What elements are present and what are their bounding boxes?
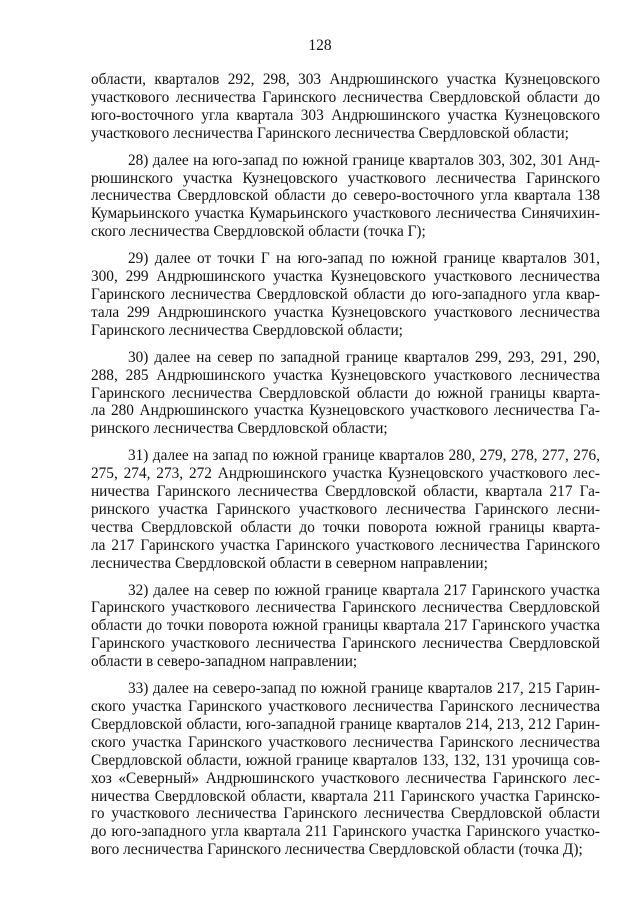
document-body [91,71,600,868]
paragraph-item-29 [91,250,600,340]
text-line: ринского участка Гаринского участкового лесничества Гаринского лесни- [91,500,600,518]
text-line: ничества Свердловской области, квартала 211 Гаринского участка Гаринско- [91,787,600,805]
text-line: 30) далее на север по западной границе кварталов 299, 293, 291, 290, [128,348,600,366]
text-line: области в северо-западном направлении; [91,653,358,671]
paragraph-item-31 [91,447,600,572]
text-line: ского участка Гаринского участкового лесничества Гаринского лесничества [91,698,600,715]
text-line: вого лесничества Гаринского лесничества Свердловской области (точка Д); [91,841,583,859]
text-line: ла 280 Андрюшинского участка Кузнецовского участкового лесничества Га- [91,402,600,420]
paragraph [91,71,600,143]
paragraph-item-30 [91,349,600,439]
text-line: Гаринского лесничества Свердловской области до южной границы кварта- [91,384,600,402]
text-line: 300, 299 Андрюшинского участка Кузнецовского участкового лесничества [91,268,600,286]
text-line: участкового лесничества Гаринского лесничества Свердловской области; [91,124,569,142]
text-line: лесничества Свердловской области в северном направлении; [91,554,488,572]
text-line: 32) далее на север по южной границе квартала 217 Гаринского участка [128,581,600,599]
text-line: 31) далее на запад по южной границе кварталов 280, 279, 278, 277, 276, [128,447,600,465]
text-line: Свердловской области, юго-западной границе кварталов 214, 213, 212 Гарин- [91,715,600,733]
text-line: участкового лесничества Гаринского лесничества Свердловской области до [91,88,600,106]
text-line: ского лесничества Свердловской области (точка Г); [91,223,426,241]
text-line: ского участка Гаринского участкового лесничества Гаринского лесничества [91,733,600,751]
text-line: области, кварталов 292, 298, 303 Андрюшинского участка Кузнецовского [91,71,600,88]
text-line: ла 217 Гаринского участка Гаринского участкового лесничества Гаринского [91,536,600,554]
text-line: хоз «Северный» Андрюшинского участкового лесничества Гаринского лес- [91,769,600,787]
text-line: тала 299 Андрюшинского участка Кузнецовского участкового лесничества [91,303,600,321]
text-line: юго-восточного угла квартала 303 Андрюшинского участка Кузнецовского [91,106,600,124]
paragraph-item-32 [91,582,600,672]
text-line: области до точки поворота южной границы квартала 217 Гаринского участка [91,617,600,635]
text-line: ринского лесничества Свердловской области; [91,420,388,438]
paragraph-item-33 [91,680,600,859]
text-line: рюшинского участка Кузнецовского участкового лесничества Гаринского [91,169,600,187]
text-line: 275, 274, 273, 272 Андрюшинского участка Кузнецовского участкового лес- [91,465,600,483]
text-line: Гаринского участкового лесничества Гаринского лесничества Свердловской [91,635,600,653]
text-line: го участкового лесничества Гаринского лесничества Свердловской области [91,805,600,823]
text-line: Кумарьинского участка Кумарьинского участкового лесничества Синячихин- [91,205,600,223]
text-line: ничества Гаринского лесничества Свердловской области, квартала 217 Га- [91,483,600,501]
text-line: 28) далее на юго-запад по южной границе кварталов 303, 302, 301 Анд- [128,151,600,169]
text-line: Свердловской области, южной границе кварталов 133, 132, 131 урочища сов- [91,751,600,769]
text-line: чества Свердловской области до точки поворота южной границы кварта- [91,518,600,536]
text-line: до юго-западного угла квартала 211 Гаринского участка Гаринского участко- [91,823,600,841]
text-line: лесничества Свердловской области до северо-восточного угла квартала 138 [91,187,600,205]
page-number: 128 [308,37,332,54]
paragraph-item-28 [91,152,600,242]
text-line: Гаринского лесничества Свердловской области; [91,321,403,339]
text-line: 33) далее на северо-запад по южной границе кварталов 217, 215 Гарин- [128,680,600,698]
text-line: 288, 285 Андрюшинского участка Кузнецовского участкового лесничества [91,366,600,384]
text-line: Гаринского участкового лесничества Гаринского лесничества Свердловской [91,599,600,617]
text-line: 29) далее от точки Г на юго-запад по южной границе кварталов 301, [128,250,600,268]
text-line: Гаринского лесничества Свердловской области до юго-западного угла квар- [91,285,600,303]
